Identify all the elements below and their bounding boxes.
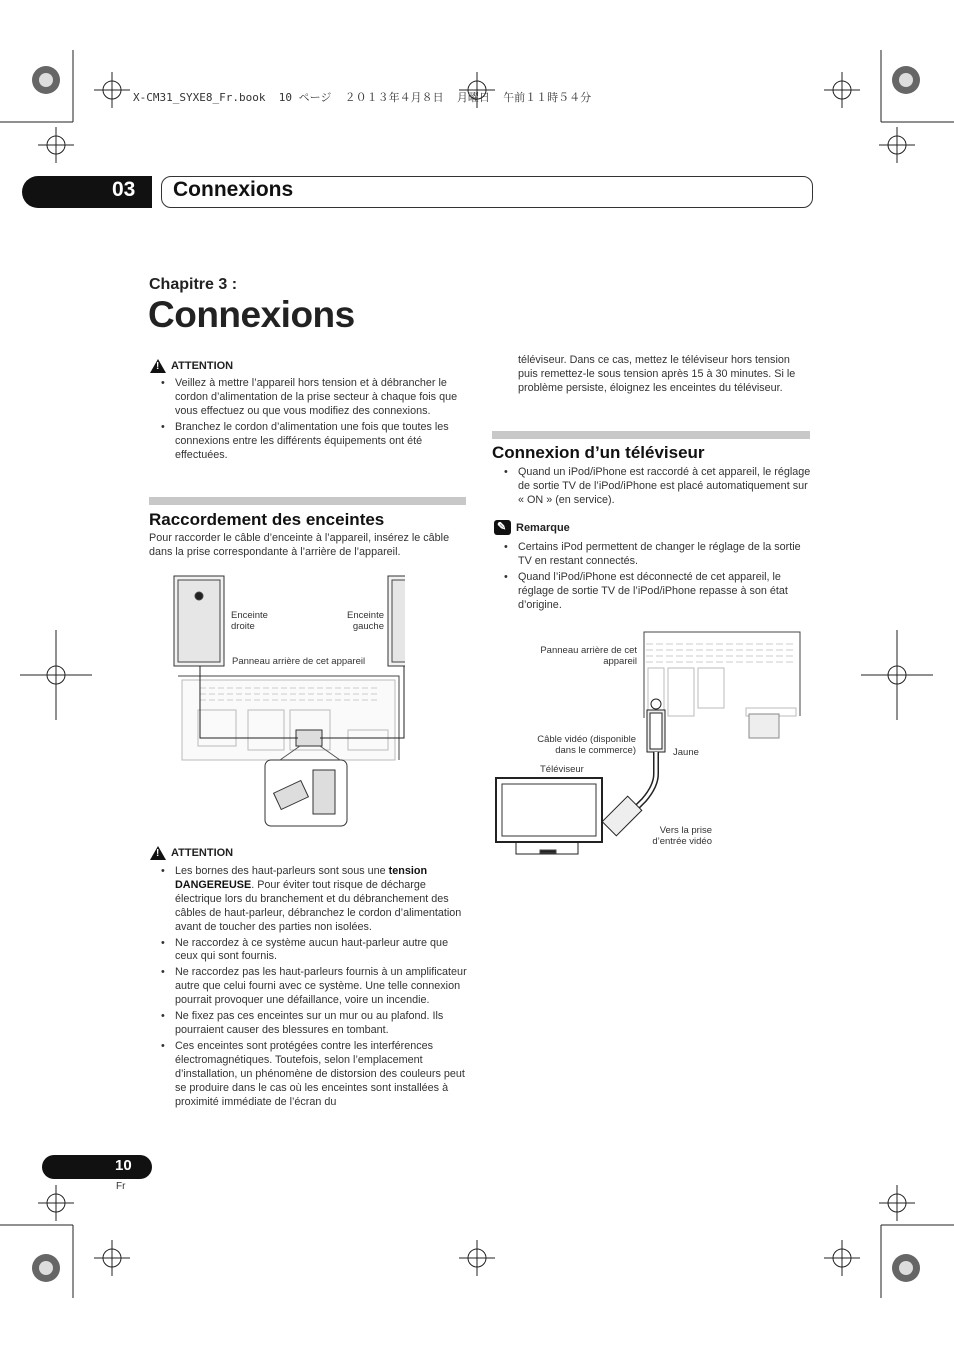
note-icon <box>494 520 511 535</box>
label-yellow: Jaune <box>673 747 699 758</box>
page-language: Fr <box>116 1181 126 1192</box>
print-header: X-CM31_SYXE8_Fr.book 10 ページ ２０１３年４月８日 月曜日 午前１１時５４分 <box>133 91 592 104</box>
list-item: • Ne fixez pas ces enceintes sur un mur ou au plafond. Ils pourraient causer des blessures en tombant. <box>149 1010 471 1038</box>
list-item: • Ne raccordez à ce système aucun haut-parleur autre que ceux qui sont fournis. <box>149 937 471 965</box>
note-label: Remarque <box>516 521 570 534</box>
list-item: • Branchez le cordon d’alimentation une fois que toutes les connexions entre les différents équipements ont été effectuées. <box>149 421 469 463</box>
attention-list-2 <box>149 865 471 1111</box>
page-number: 10 <box>115 1157 132 1174</box>
tv-list <box>492 466 812 510</box>
speakers-intro: Pour raccorder le câble d’enceinte à l’appareil, insérez le câble dans la prise correspondante à l’arrière de l’appareil. <box>149 532 450 558</box>
section-divider <box>149 497 466 505</box>
chapter-label: Chapitre 3 : <box>149 276 238 293</box>
warning-icon <box>150 359 166 373</box>
label-tv-rear-panel: Panneau arrière de cet appareil <box>540 645 637 667</box>
attention-heading-2 <box>150 846 233 860</box>
chapter-number: 03 <box>112 178 136 201</box>
page-title: Connexions <box>148 294 355 335</box>
note-heading <box>494 520 570 535</box>
list-item: • Quand l’iPod/iPhone est déconnecté de cet appareil, le réglage de sortie TV de l’iPod/iPhone repasse à son état d’origine. <box>492 571 812 613</box>
list-item: • Ne raccordez pas les haut-parleurs fournis à un amplificateur autre que celui fourni avec ce système. Une telle connexion pourrait provoquer une défaillance, voire un incendie. <box>149 966 471 1008</box>
section-title-speakers: Raccordement des enceintes <box>149 510 385 529</box>
list-item: • Veillez à mettre l’appareil hors tension et à débrancher le cordon d’alimentation de la prise secteur à chaque fois que vous effectuez ou que vous modifiez des connexions. <box>149 377 469 419</box>
label-rear-panel: Panneau arrière de cet appareil <box>232 656 366 667</box>
label-left-speaker: Enceinte gauche <box>347 610 384 632</box>
attention-label: ATTENTION <box>171 360 234 372</box>
attention-list <box>149 377 469 464</box>
speaker-connection-diagram <box>170 570 405 830</box>
list-item: • Ces enceintes sont protégées contre les interférences électromagnétiques. Toutefois, selon l’emplacement d’installation, un phénomène de distorsion des couleurs peut se produire dans le cas où les enceintes sont installées à proximité immédiate de l’écran du <box>149 1040 471 1110</box>
list-item: • Certains iPod permettent de changer le réglage de la sortie TV en restant connectés. <box>492 541 812 569</box>
label-tv: Téléviseur <box>540 764 584 775</box>
continued-text: téléviseur. Dans ce cas, mettez le téléviseur hors tension puis remettez-le sous tension après 15 à 30 minutes. Si le problème persiste, éloignez les enceintes du téléviseur. <box>518 354 796 394</box>
list-item: • Quand un iPod/iPhone est raccordé à cet appareil, le réglage de sortie TV de l’iPod/iPhone est placé automatiquement sur « ON » (en service). <box>492 466 812 508</box>
note-list <box>492 541 812 615</box>
label-video-input: Vers la prise d’entrée vidéo <box>652 825 712 847</box>
page-number-tab <box>42 1155 152 1179</box>
section-divider <box>492 431 810 439</box>
label-video-cable: Câble vidéo (disponible dans le commerce) <box>537 734 636 756</box>
chapter-title: Connexions <box>173 178 294 201</box>
warning-icon <box>150 846 166 860</box>
label-right-speaker: Enceinte droite <box>231 610 268 632</box>
attention-label: ATTENTION <box>171 847 234 859</box>
list-item: • Les bornes des haut-parleurs sont sous une tension DANGEREUSE. Pour éviter tout risque de décharge électrique lors du branchement et du débranchement des câbles de haut-parleur, débranchez le cordon d’alimentation avant de toucher des parties non isolées. <box>149 865 471 935</box>
section-title-tv: Connexion d’un téléviseur <box>492 443 705 462</box>
attention-heading <box>150 359 233 373</box>
